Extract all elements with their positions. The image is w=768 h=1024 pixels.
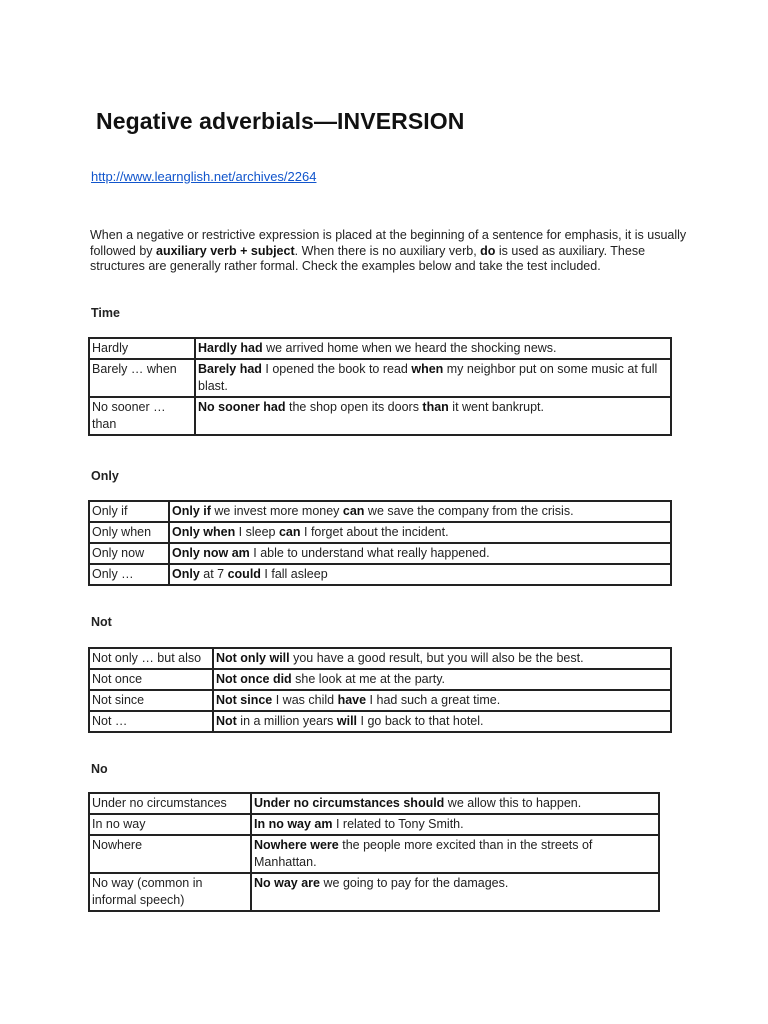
example-cell [213,711,671,732]
adverbial-cell: No way (common in informal speech) [89,873,251,911]
time-table [88,337,672,436]
example-cell [195,359,671,397]
example-emphasis: when [411,362,444,376]
example-cell [251,873,659,911]
example-cell [169,501,671,522]
intro-text: . When there is no auxiliary verb, [294,243,481,258]
adverbial-cell: Only when [89,522,169,543]
example-emphasis: Only if [172,504,211,518]
example-cell [213,669,671,690]
source-link[interactable]: http://www.learnglish.net/archives/2264 [91,169,317,184]
adverbial-cell: Not since [89,690,213,711]
example-emphasis: Under no circumstances should [254,796,445,810]
example-emphasis: Barely had [198,362,262,376]
example-text: it went bankrupt. [448,400,545,414]
example-text: we save the company from the crisis. [364,504,574,518]
example-cell [213,690,671,711]
adverbial-cell: Only … [89,564,169,585]
example-cell [251,814,659,835]
example-text: we allow this to happen. [444,796,582,810]
example-emphasis: In no way am [254,817,333,831]
only-table [88,500,672,586]
example-text: you have a good result, but you will also be the best. [289,651,584,665]
table-row [89,873,659,911]
intro-text: is used as auxiliary. These structures are generally rather formal. Check the examples below and take the test included. [90,243,646,274]
adverbial-cell: Only if [89,501,169,522]
adverbial-cell: Barely … when [89,359,195,397]
table-row [89,793,659,814]
page-title: Negative adverbials—INVERSION [96,108,465,134]
example-text: the shop open its doors [285,400,423,414]
table-row [89,669,671,690]
example-emphasis: Nowhere were [254,838,339,852]
example-emphasis: Only [172,567,200,581]
example-emphasis: have [337,693,367,707]
example-text: I was child [272,693,338,707]
no-table [88,792,660,912]
adverbial-cell: In no way [89,814,251,835]
example-text: my neighbor put on some music at full blast. [198,362,658,393]
example-emphasis: Not once did [216,672,292,686]
example-emphasis: No sooner had [198,400,286,414]
example-text: I forget about the incident. [300,525,449,539]
example-text: we going to pay for the damages. [320,876,509,890]
example-cell [169,564,671,585]
example-cell [251,835,659,873]
table-row [89,543,671,564]
example-emphasis: Not since [216,693,273,707]
example-text: I sleep [235,525,279,539]
example-emphasis: can [342,504,365,518]
example-text: I able to understand what really happened. [249,546,490,560]
section-heading-not: Not [91,615,112,629]
section-heading-time: Time [91,306,120,320]
example-cell [169,522,671,543]
section-heading-only: Only [91,469,119,483]
example-text: she look at me at the party. [291,672,446,686]
example-text: we invest more money [210,504,343,518]
example-emphasis: Not only will [216,651,290,665]
table-row [89,522,671,543]
table-row [89,648,671,669]
table-row [89,835,659,873]
adverbial-cell: Not once [89,669,213,690]
example-text: I fall asleep [260,567,328,581]
example-text: in a million years [236,714,337,728]
example-text: I had such a great time. [366,693,501,707]
example-text: I opened the book to read [261,362,412,376]
intro-paragraph [90,228,690,275]
table-row [89,711,671,732]
example-emphasis: Only now am [172,546,250,560]
example-emphasis: No way are [254,876,321,890]
table-row [89,359,671,397]
adverbial-cell: No sooner … than [89,397,195,435]
example-emphasis: will [336,714,358,728]
example-emphasis: can [278,525,301,539]
example-text: at 7 [199,567,228,581]
adverbial-cell: Hardly [89,338,195,359]
example-text: the people more excited than in the streets of Manhattan. [254,838,593,869]
example-text: we arrived home when we heard the shocking news. [262,341,557,355]
table-row [89,338,671,359]
example-emphasis: than [422,400,449,414]
intro-text: When a negative or restrictive expression is placed at the beginning of a sentence for emphasis, it is usually followed by [90,228,687,258]
adverbial-cell: Not only … but also [89,648,213,669]
example-emphasis: Only when [172,525,236,539]
not-table [88,647,672,733]
intro-emphasis: auxiliary verb + subject [156,243,295,258]
example-cell [213,648,671,669]
example-emphasis: Not [216,714,237,728]
section-heading-no: No [91,762,108,776]
example-cell [195,338,671,359]
example-emphasis: Hardly had [198,341,263,355]
example-cell [251,793,659,814]
adverbial-cell: Only now [89,543,169,564]
adverbial-cell: Not … [89,711,213,732]
intro-emphasis: do [480,243,496,258]
example-text: I related to Tony Smith. [332,817,464,831]
adverbial-cell: Nowhere [89,835,251,873]
table-row [89,397,671,435]
adverbial-cell: Under no circumstances [89,793,251,814]
example-cell [169,543,671,564]
example-cell [195,397,671,435]
table-row [89,564,671,585]
table-row [89,814,659,835]
example-text: I go back to that hotel. [357,714,484,728]
example-emphasis: could [227,567,261,581]
table-row [89,501,671,522]
table-row [89,690,671,711]
